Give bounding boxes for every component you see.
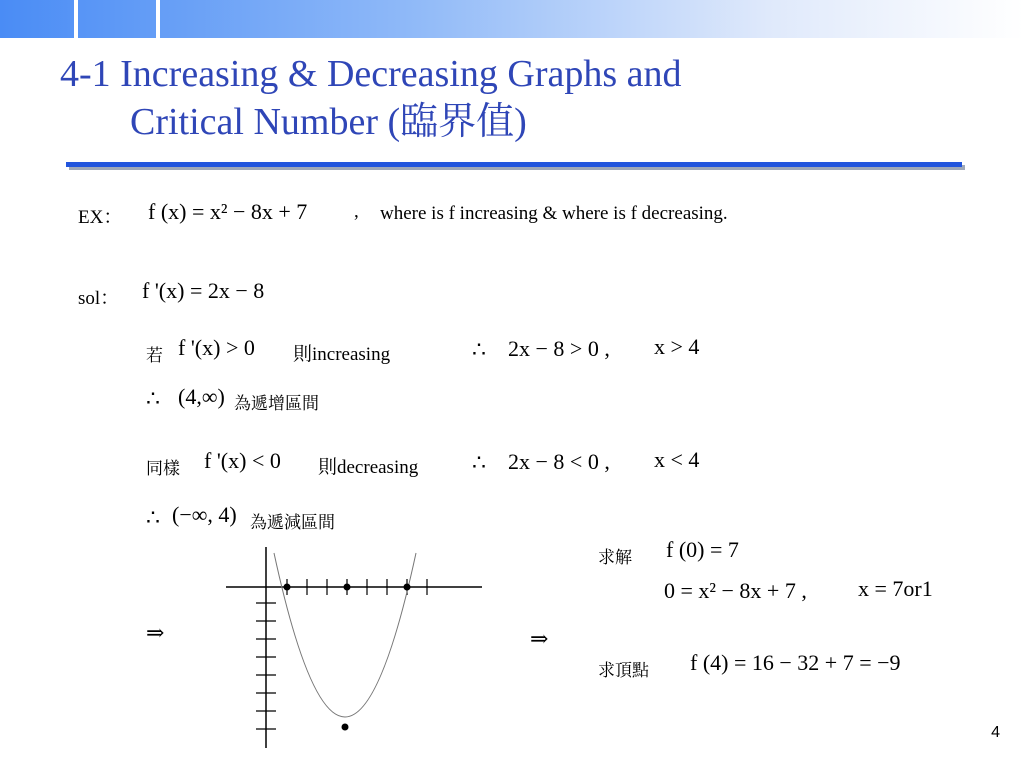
example-question: where is f increasing & where is f decreasing. [380, 203, 728, 224]
increasing-interval: (4,∞) [178, 384, 225, 409]
derivative-formula: f '(x) = 2x − 8 [142, 278, 265, 303]
bar-divider [74, 0, 78, 38]
therefore-symbol: ∴ [472, 450, 486, 475]
increasing-result: x > 4 [654, 334, 700, 359]
example-function: f (x) = x² − 8x + 7 [148, 199, 308, 224]
y-intercept-point [344, 584, 351, 591]
solution-label: sol： [78, 288, 120, 309]
decreasing-result: x < 4 [654, 447, 700, 472]
decreasing-inequality: 2x − 8 < 0 , [508, 449, 610, 474]
decreasing-interval-text: 為遞減區間 [250, 513, 335, 533]
then-increasing: 則increasing [293, 344, 391, 365]
root-point-1 [284, 584, 291, 591]
implies-arrow-right: ⇒ [530, 626, 549, 651]
example-label: EX： [78, 207, 123, 228]
vertex-equation: f (4) = 16 − 32 + 7 = −9 [690, 650, 901, 675]
bar-divider [156, 0, 160, 38]
implies-arrow-left: ⇒ [146, 620, 165, 645]
f-zero-equation: f (0) = 7 [666, 537, 739, 562]
root-point-7 [404, 584, 411, 591]
title-underline [66, 162, 962, 167]
if-word: 若 [146, 346, 163, 366]
therefore-symbol: ∴ [472, 337, 486, 362]
therefore-symbol: ∴ [146, 386, 160, 411]
then-decreasing: 則decreasing [318, 457, 419, 478]
example-comma: , [354, 201, 359, 222]
title-line-2: Critical Number (臨界值) [130, 101, 527, 143]
solve-label: 求解 [598, 548, 632, 568]
top-decorative-bar [0, 0, 1024, 38]
roots-result: x = 7or1 [858, 576, 933, 601]
likewise-word: 同樣 [146, 459, 180, 479]
title-line-1: 4-1 Increasing & Decreasing Graphs and [60, 53, 682, 95]
roots-equation: 0 = x² − 8x + 7 , [664, 578, 807, 603]
increasing-interval-text: 為遞增區間 [234, 394, 319, 414]
vertex-label: 求頂點 [598, 661, 649, 681]
increasing-inequality: 2x − 8 > 0 , [508, 336, 610, 361]
parabola-curve [274, 553, 416, 717]
increasing-condition: f '(x) > 0 [178, 335, 255, 360]
page-number: 4 [991, 724, 1000, 741]
therefore-symbol: ∴ [146, 505, 160, 530]
decreasing-interval: (−∞, 4) [172, 502, 237, 527]
parabola-sketch [220, 545, 490, 750]
decreasing-condition: f '(x) < 0 [204, 448, 281, 473]
vertex-point [342, 724, 349, 731]
slide-title [60, 50, 682, 146]
